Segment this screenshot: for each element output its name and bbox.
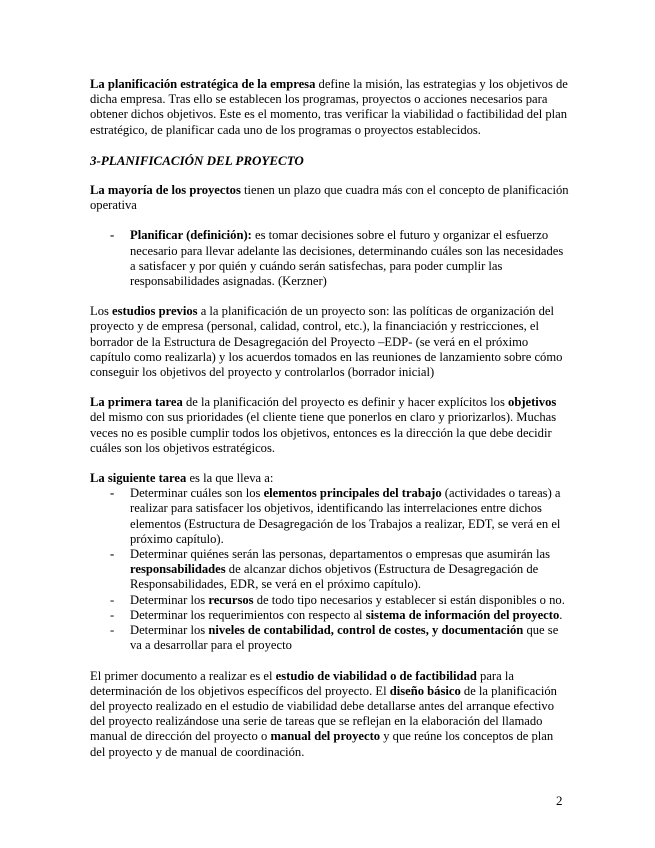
bullet-dash: - xyxy=(110,592,115,607)
text-run: del mismo con sus prioridades (el cliente tiene que ponerlos en claro y priorizarlos). Muchas veces no es posible cumplir todos los objetivos, entonces es la dirección la que debe decidir cuáles son los objetivos estratégicos. xyxy=(90,410,557,455)
text-run: Determinar los xyxy=(130,592,209,607)
text-run: . xyxy=(559,607,563,622)
bold-term: La primera tarea xyxy=(90,395,183,410)
bold-term: elementos principales del trabajo xyxy=(263,486,442,501)
text-run: para la determinación de los objetivos específicos del proyecto. El xyxy=(90,668,514,698)
bold-term: responsabilidades xyxy=(130,562,226,577)
text-run: que se va a desarrollar para el proyecto xyxy=(130,623,559,653)
text-run: Determinar quiénes serán las personas, departamentos o empresas que asumirán las xyxy=(130,547,550,562)
text-run: Determinar cuáles son los xyxy=(130,486,264,501)
bold-term: niveles de contabilidad, control de costes, y documentación xyxy=(208,623,524,638)
text-run: y que reúne los conceptos de plan del proyecto y de manual de coordinación. xyxy=(90,729,554,759)
text-run: define la misión, las estrategias y los objetivos de dicha empresa. Tras ello se establecen los programas, proyectos o acciones necesarios para obtener dichos objetivos. Este es el momento, tras verificar la viabilidad o factibilidad del plan estratégico, de planificar cada uno de los programas o proyectos establecidos. xyxy=(90,77,568,137)
paragraph-strategic-planning xyxy=(90,77,570,138)
paragraph-most-projects xyxy=(90,183,570,213)
list-item xyxy=(90,608,570,623)
bold-term: sistema de información del proyecto xyxy=(365,607,560,622)
bullet-dash: - xyxy=(110,228,115,243)
list-item xyxy=(90,623,570,653)
bold-term: La siguiente tarea xyxy=(90,471,187,486)
bullet-dash: - xyxy=(110,547,115,562)
bullet-dash: - xyxy=(110,623,115,638)
page-number: 2 xyxy=(556,793,563,808)
text-run: es tomar decisiones sobre el futuro y organizar el esfuerzo necesario para llevar adelante las decisiones, determinando cuáles son las necesidades a satisfacer y por quién y cuándo serán satisfechas, para poder cumplir las responsabilidades asignadas. (Kerzner) xyxy=(130,228,564,289)
section-heading: 3-PLANIFICACIÓN DEL PROYECTO xyxy=(90,152,304,168)
text-run: Los xyxy=(90,304,113,319)
page-content xyxy=(90,77,570,760)
paragraph-first-document xyxy=(90,669,570,760)
bold-term: La planificación estratégica de la empresa xyxy=(90,77,316,91)
bullet-dash: - xyxy=(110,607,115,622)
paragraph-previous-studies xyxy=(90,304,570,380)
list-item xyxy=(90,547,570,593)
text-run: El primer documento a realizar es el xyxy=(90,668,276,683)
paragraph-next-task xyxy=(90,471,570,486)
paragraph-first-task xyxy=(90,395,570,456)
text-run: de alcanzar dichos objetivos (Estructura de Desagregación de Responsabilidades, EDR, se verá en el próximo capítulo). xyxy=(130,562,539,592)
text-run: de todo tipo necesarios y establecer si están disponibles o no. xyxy=(253,592,565,607)
text-run: Determinar los requerimientos con respecto al xyxy=(130,607,366,622)
text-run: Determinar los xyxy=(130,623,209,638)
bold-term: objetivos xyxy=(508,395,557,410)
text-run: es la que lleva a: xyxy=(186,471,274,486)
bold-term: diseño básico xyxy=(389,683,461,698)
list-item xyxy=(90,486,570,547)
bold-term: manual del proyecto xyxy=(270,729,381,744)
text-run: a la planificación de un proyecto son: las políticas de organización del proyecto y de empresa (personal, calidad, control, etc.), la financiación y restricciones, el borrador de la Estructura de Desagregación del Proyecto –EDP- (se verá en el próximo capítulo como realizarla) y los acuerdos tomados en las reuniones de lanzamiento sobre cómo conseguir los objetivos del proyecto y controlarlos (borrador inicial) xyxy=(90,304,563,380)
bold-term: estudio de viabilidad o de factibilidad xyxy=(275,668,477,683)
text-run: de la planificación del proyecto realizado en el estudio de viabilidad debe detallarse antes del arranque efectivo del proyecto realizándose una serie de tareas que se reflejan en la elaboración del llamado manual de dirección del proyecto o xyxy=(90,683,557,744)
bullet-dash: - xyxy=(110,486,115,501)
definition-list-item xyxy=(90,228,570,289)
bold-term: recursos xyxy=(208,592,254,607)
list-item xyxy=(90,593,570,608)
text-run: de la planificación del proyecto es definir y hacer explícitos los xyxy=(182,395,509,410)
bold-term: La mayoría de los proyectos xyxy=(90,183,241,198)
text-run: tienen un plazo que cuadra más con el concepto de planificación operativa xyxy=(90,183,569,213)
text-run: (actividades o tareas) a realizar para satisfacer los objetivos, identificando las interrelaciones entre dichos elementos (Estructura de Desagregación de los Trabajos a realizar, EDT, se verá en el próximo capítulo). xyxy=(130,486,561,546)
bold-term: estudios previos xyxy=(112,304,198,319)
bold-term: Planificar (definición): xyxy=(130,228,252,243)
